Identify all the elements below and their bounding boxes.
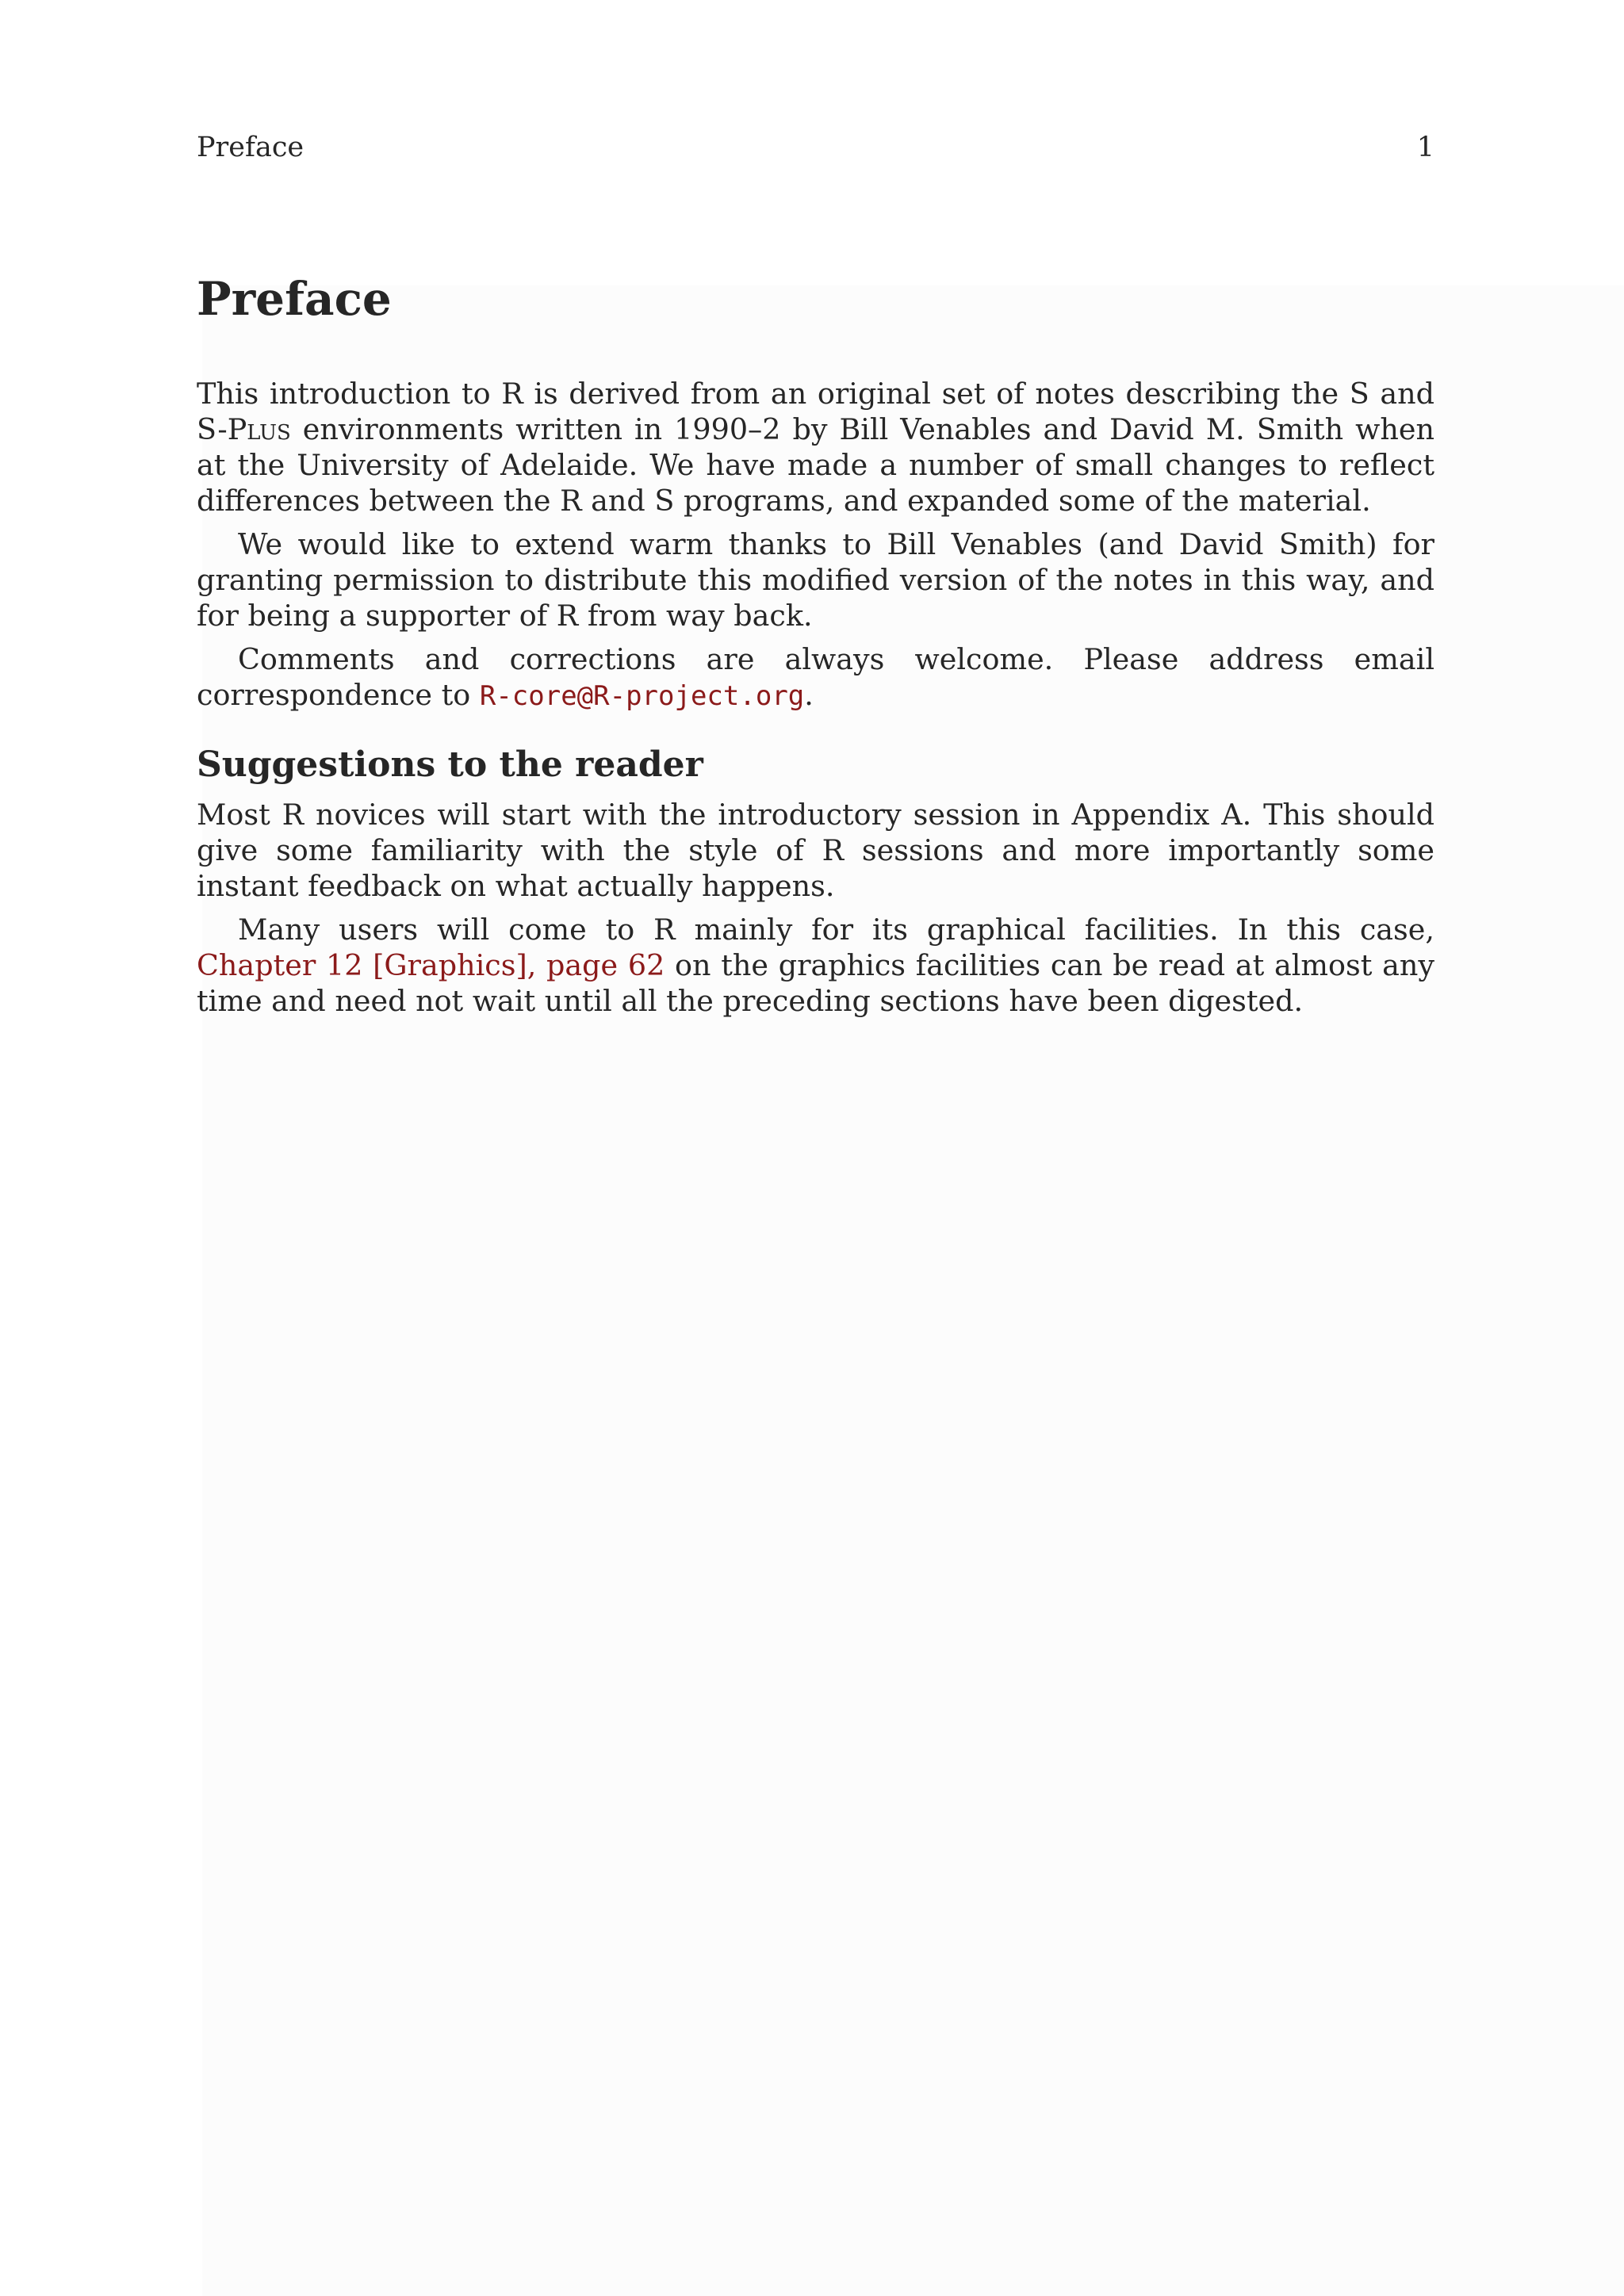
- section-heading-suggestions: Suggestions to the reader: [197, 744, 703, 785]
- page-title: Preface: [197, 272, 392, 326]
- header-section-title: Preface: [197, 132, 304, 163]
- splus-name: Plus: [227, 412, 291, 446]
- page-content: [197, 263, 1434, 1027]
- intro-p1-text-a: This introduction to R is derived from an original set of notes describing the S and S-: [197, 377, 1434, 446]
- intro-p3-text-a: Comments and corrections are always welcome. Please address email correspondence to: [197, 642, 1434, 712]
- intro-paragraph-3: [197, 641, 1434, 714]
- suggestions-paragraph-2: [197, 912, 1434, 1019]
- suggestions-p2-text-b: on the graphics facilities can be read at almost any time and need not wait until all the preceding sections have been digested.: [197, 948, 1434, 1018]
- intro-paragraph-2: We would like to extend warm thanks to Bill Venables (and David Smith) for granting permission to distribute this modified version of the notes in this way, and for being a supporter of R from way back.: [197, 527, 1434, 633]
- email-link[interactable]: R-core@R-project.org: [479, 680, 805, 712]
- intro-paragraph-1: [197, 376, 1434, 519]
- suggestions-p2-text-a: Many users will come to R mainly for its graphical facilities. In this case,: [238, 913, 1434, 947]
- running-header: [197, 130, 1434, 165]
- suggestions-paragraph-1: Most R novices will start with the introductory session in Appendix A. This should give some familiarity with the style of R sessions and more importantly some instant feedback on what actually happens.: [197, 798, 1434, 903]
- header-page-number: 1: [1416, 132, 1434, 163]
- graphics-chapter-link[interactable]: Chapter 12 [Graphics], page 62: [197, 948, 665, 982]
- intro-p1-text-b: environments written in 1990–2 by Bill Venables and David M. Smith when at the University of Adelaide. We have made a number of small changes to reflect differences between the R and S programs, and expanded some of the material.: [197, 412, 1434, 518]
- intro-p3-text-b: .: [804, 678, 814, 712]
